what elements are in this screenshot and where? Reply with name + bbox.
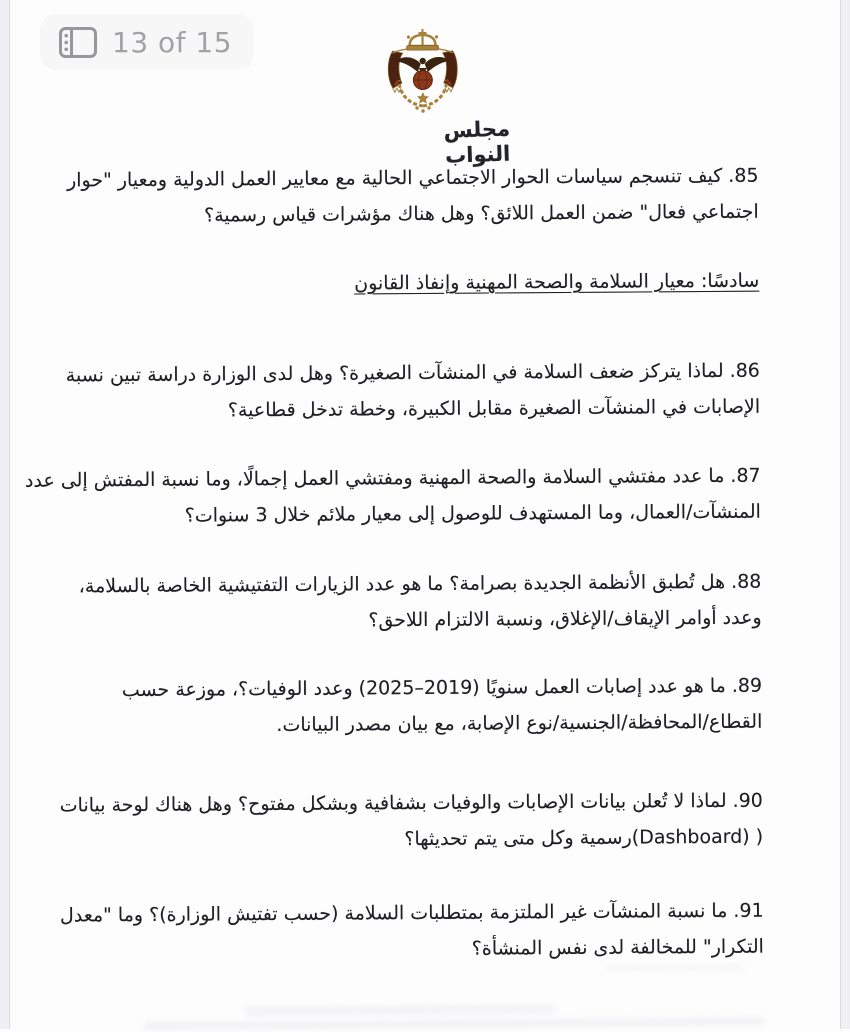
question-line: القطاع/المحافظة/الجنسية/نوع الإصابة، مع بيان مصدر البيانات. bbox=[98, 704, 762, 745]
page-bleed-through bbox=[144, 1018, 764, 1030]
question-line: 89. ما هو عدد إصابات العمل سنويًا (2019–2025) وعدد الوفيات؟، موزعة حسب bbox=[98, 668, 762, 709]
question-90 bbox=[99, 783, 763, 860]
section-heading: سادسًا: معيار السلامة والصحة المهنية وإنفاذ القانون bbox=[354, 270, 759, 295]
question-85 bbox=[94, 158, 758, 235]
question-87 bbox=[96, 458, 760, 535]
question-86 bbox=[96, 353, 760, 430]
question-line: المنشآت/العمال، وما المستهدف للوصول إلى معيار ملائم خلال 3 سنوات؟ bbox=[97, 494, 761, 535]
question-line: 88. هل تُطبق الأنظمة الجديدة بصرامة؟ ما هو عدد الزيارات التفتيشية الخاصة بالسلامة، bbox=[97, 564, 761, 605]
question-line: الإصابات في المنشآت الصغيرة مقابل الكبيرة، وخطة تدخل قطاعية؟ bbox=[96, 389, 760, 430]
jordan-coat-of-arms-emblem bbox=[370, 28, 475, 125]
question-line: اجتماعي فعال" ضمن العمل اللائق؟ وهل هناك مؤشرات قياس رسمية؟ bbox=[95, 194, 759, 235]
question-91 bbox=[100, 893, 764, 970]
page-bleed-through bbox=[244, 1004, 554, 1016]
question-line: 87. ما عدد مفتشي السلامة والصحة المهنية ومفتشي العمل إجمالًا، وما نسبة المفتش إلى عدد bbox=[96, 458, 760, 499]
question-line: 90. لماذا لا تُعلن بيانات الإصابات والوفيات بشفافية وبشكل مفتوح؟ وهل هناك لوحة بيانات bbox=[99, 783, 763, 824]
page-indicator-label: 13 of 15 bbox=[112, 26, 232, 59]
majlis-alnuwwab-calligraphy: مجلس النواب bbox=[433, 116, 521, 169]
question-89 bbox=[98, 668, 762, 745]
question-line: 91. ما نسبة المنشآت غير الملتزمة بمتطلبات السلامة (حسب تفتيش الوزارة)؟ وما "معدل bbox=[100, 893, 764, 934]
question-88 bbox=[97, 564, 761, 641]
question-line: التكرار" للمخالفة لدى نفس المنشأة؟ bbox=[100, 929, 764, 970]
question-line: ( (Dashboard)رسمية وكل متى يتم تحديثها؟ bbox=[99, 819, 763, 860]
question-line: وعدد أوامر الإيقاف/الإغلاق، ونسبة الالتزام اللاحق؟ bbox=[97, 600, 761, 641]
question-line: 85. كيف تنسجم سياسات الحوار الاجتماعي الحالية مع معايير العمل الدولية ومعيار "حوار bbox=[94, 158, 758, 199]
page-bleed-through bbox=[604, 963, 744, 972]
question-line: 86. لماذا يتركز ضعف السلامة في المنشآت الصغيرة؟ وهل لدى الوزارة دراسة تبين نسبة bbox=[96, 353, 760, 394]
